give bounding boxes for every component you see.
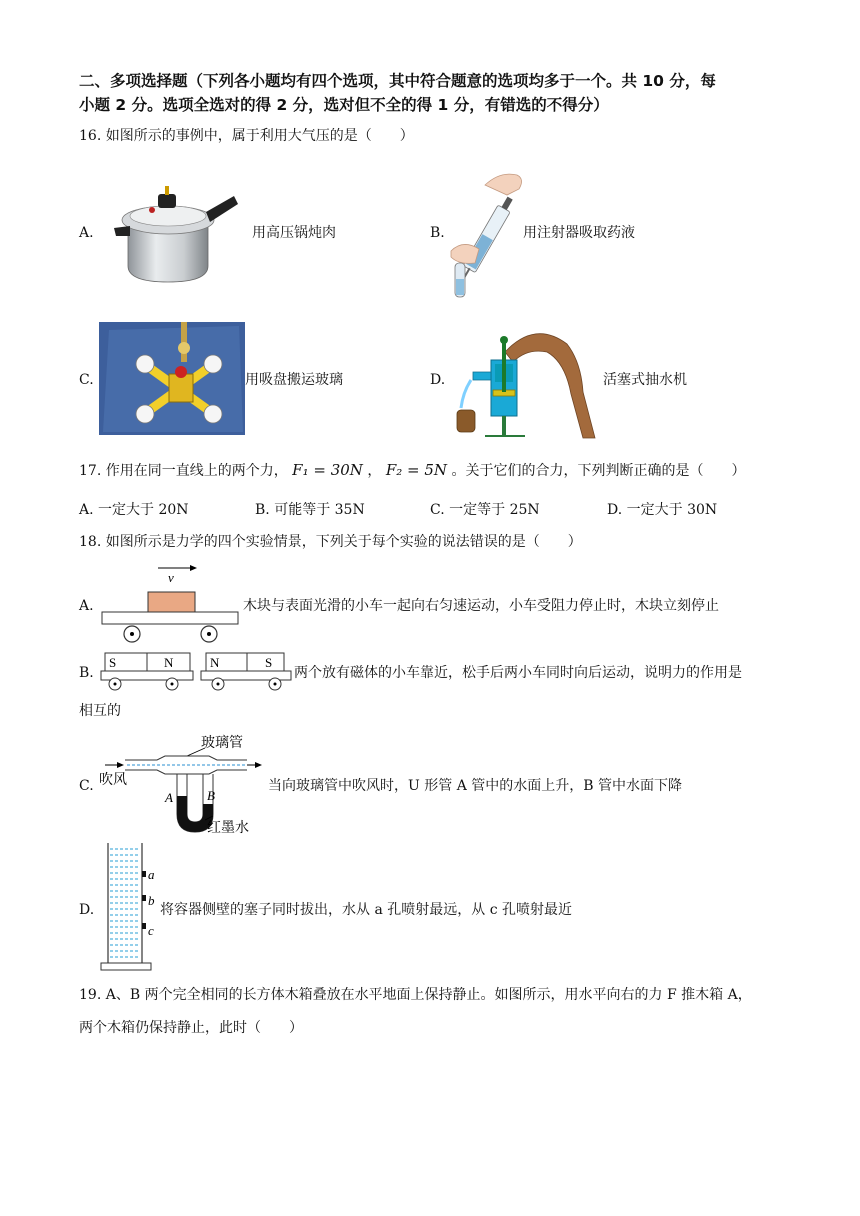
section-title-line1: 二、多项选择题（下列各小题均有四个选项，其中符合题意的选项均多于一个。共 10 分，每 — [79, 72, 716, 90]
q18-option-d-letter: D. — [79, 902, 95, 918]
hole-c-label: c — [148, 923, 154, 938]
q16-option-d-letter: D. — [430, 372, 446, 388]
q17-option-b — [255, 502, 365, 519]
q18-option-c-text: 当向玻璃管中吹风时，U 形管 A 管中的水面上升，B 管中水面下降 — [268, 778, 682, 794]
q16-option-a-text: 用高压锅炖肉 — [252, 225, 336, 241]
q17-option-a-letter: A. — [79, 502, 94, 518]
syringe-image — [445, 165, 530, 303]
q17-option-c — [430, 502, 540, 519]
pressure-cooker-image — [110, 178, 240, 288]
water-container-holes-figure — [100, 843, 158, 973]
q18-option-b-letter: B. — [79, 665, 94, 681]
tube-a-label: A — [165, 790, 173, 805]
q17-force-1: F₁ = 30N — [292, 461, 363, 479]
q17-option-c-letter: C. — [430, 502, 445, 518]
q17-option-a-text: 一定大于 20N — [98, 502, 189, 518]
q16-option-b-letter: B. — [430, 225, 445, 241]
q16-option-c-text: 用吸盘搬运玻璃 — [245, 372, 343, 388]
q17-option-a — [79, 502, 189, 519]
q17-separator: ， — [367, 463, 382, 479]
hole-a-label: a — [148, 867, 155, 882]
velocity-label: v — [168, 570, 174, 585]
tube-b-label: B — [207, 788, 215, 803]
question-19-line1: 19. A、B 两个完全相同的长方体木箱叠放在水平地面上保持静止。如图所示，用水平向右的力 F 推木箱 A， — [79, 987, 752, 1003]
q17-stem-suffix: 。关于它们的合力，下列判断正确的是（ ） — [451, 463, 746, 479]
magnet1-left-pole: S — [109, 655, 117, 670]
q18-option-d-text: 将容器侧壁的塞子同时拔出，水从 a 孔喷射最远，从 c 孔喷射最近 — [160, 902, 572, 918]
piston-pump-image — [455, 322, 600, 440]
red-ink-label: 红墨水 — [207, 821, 249, 836]
q18-option-b-text: 两个放有磁体的小车靠近，松手后两小车同时向后运动，说明力的作用是 — [294, 665, 742, 681]
question-17-stem — [79, 461, 745, 480]
blow-wind-label: 吹风 — [99, 773, 127, 788]
q17-option-d-letter: D. — [607, 502, 623, 518]
q17-option-b-text: 可能等于 35N — [274, 502, 365, 518]
magnet-carts-figure — [100, 652, 292, 692]
q17-stem-prefix: 17. 作用在同一直线上的两个力， — [79, 463, 288, 479]
q18-option-c-letter: C. — [79, 778, 94, 794]
q16-option-a-letter: A. — [79, 225, 94, 241]
water-dashes — [110, 849, 140, 957]
question-19-line2: 两个木箱仍保持静止，此时（ ） — [79, 1020, 303, 1036]
q18-option-b-text-continued: 相互的 — [79, 703, 121, 719]
glass-tube-label: 玻璃管 — [201, 736, 243, 751]
suction-cup-glass-image — [99, 322, 245, 435]
question-18-stem: 18. 如图所示是力学的四个实验情景，下列关于每个实验的说法错误的是（ ） — [79, 534, 582, 550]
q16-option-c-letter: C. — [79, 372, 94, 388]
q18-option-a-text: 木块与表面光滑的小车一起向右匀速运动，小车受阻力停止时，木块立刻停止 — [243, 598, 719, 614]
q17-option-d-text: 一定大于 30N — [626, 502, 718, 518]
q17-option-d — [607, 502, 717, 519]
question-16-stem: 16. 如图所示的事例中，属于利用大气压的是（ ） — [79, 128, 414, 144]
q16-option-d-text: 活塞式抽水机 — [603, 372, 687, 388]
magnet2-left-pole: N — [210, 655, 220, 670]
cart-with-block-figure — [98, 562, 242, 646]
glass-tube-u-tube-figure — [97, 730, 263, 836]
q17-option-b-letter: B. — [255, 502, 270, 518]
section-title-line2: 小题 2 分。选项全选对的得 2 分，选对但不全的得 1 分，有错选的不得分） — [79, 96, 609, 114]
q16-option-b-text: 用注射器吸取药液 — [523, 225, 635, 241]
hole-b-label: b — [148, 893, 155, 908]
q18-option-a-letter: A. — [79, 598, 94, 614]
magnet1-right-pole: N — [164, 655, 174, 670]
q17-option-c-text: 一定等于 25N — [449, 502, 540, 518]
q17-force-2: F₂ = 5N — [385, 461, 448, 479]
magnet2-right-pole: S — [265, 655, 273, 670]
